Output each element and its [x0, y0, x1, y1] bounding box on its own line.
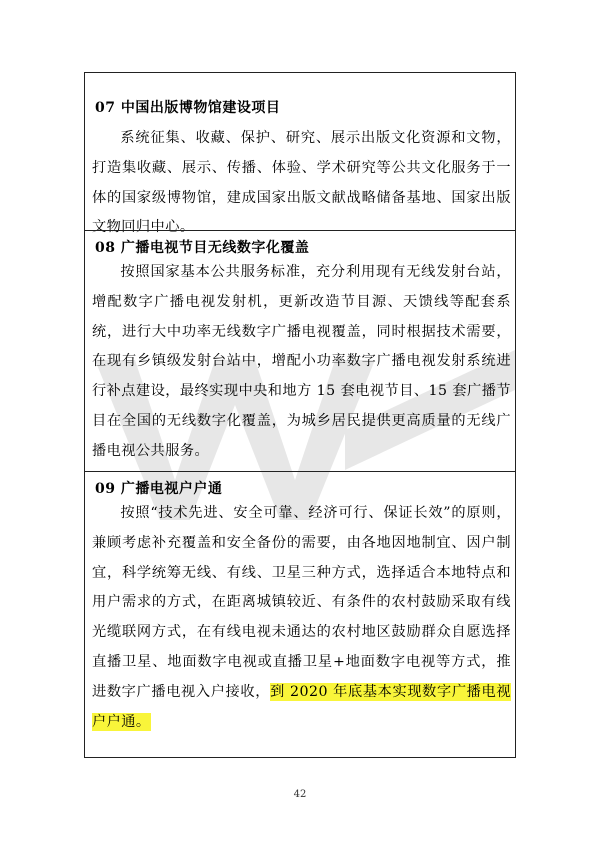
section-body-text: 按照“技术先进、安全可靠、经济可行、保证长效”的原则，兼顾考虑补充覆盖和安全备份的需要，由各地因地制宜、因户制宜，科学统筹无线、有线、卫星三种方式，选择适合本地特点和用户需求的方式，在距离城镇较近、有条件的农村鼓励采取有线光缆联网方式，在有线电视未通达的农村地区鼓励群众自愿选择直播卫星、地面数字电视或直播卫星+地面数字电视等方式，推进数字广播电视入户接收，	[92, 505, 511, 700]
section-09	[84, 471, 516, 758]
section-07	[84, 72, 516, 236]
section-heading: 09 广播电视户户通	[95, 481, 223, 497]
page-number: 42	[293, 789, 307, 800]
section-08	[84, 230, 516, 472]
section-heading: 08 广播电视节目无线数字化覆盖	[95, 240, 310, 256]
section-body: 系统征集、收藏、保护、研究、展示出版文化资源和文物，打造集收藏、展示、传播、体验、学术研究等公共文化服务于一体的国家级博物馆，建成国家出版文献战略储备基地、国家出版文物回归中心。	[92, 130, 511, 236]
section-body: 按照国家基本公共服务标准，充分利用现有无线发射台站，增配数字广播电视发射机，更新改造节目源、天馈线等配套系统，进行大中功率无线数字广播电视覆盖，同时根据技术需要，在现有乡镇级发射台站中，增配小功率数字广播电视发射系统进行补点建设，最终实现中央和地方 15 套电视节目、15 套广播节目在全国的无线数字化覆盖，为城乡居民提供更高质量的无线广播电视公共服务。	[92, 264, 511, 459]
highlighted-text: 到 2020 年底基本实现数字广播电视户户通。	[92, 683, 511, 730]
section-body	[92, 499, 511, 737]
section-heading: 07 中国出版博物馆建设项目	[95, 100, 281, 116]
